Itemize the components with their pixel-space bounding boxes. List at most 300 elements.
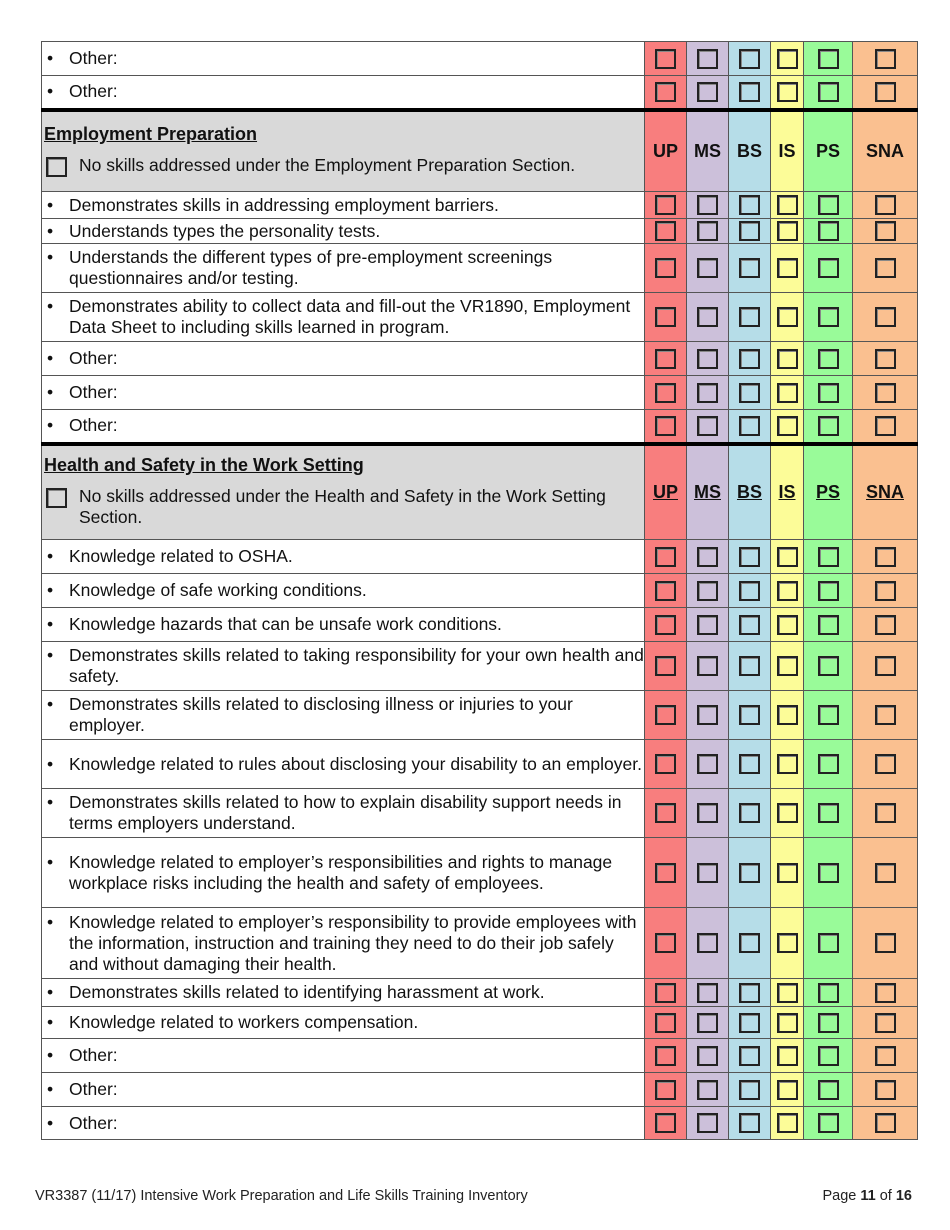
skill-description [42,979,645,1007]
bullet-icon: • [47,1079,54,1099]
rating-checkbox-ps[interactable] [818,383,839,403]
rating-checkbox-is[interactable] [777,1080,798,1100]
rating-checkbox-sna[interactable] [875,49,896,69]
rating-cell-sna [853,642,918,691]
rating-checkbox-bs[interactable] [739,307,760,327]
bullet-icon: • [47,296,54,316]
column-header-sna: SNA [853,110,918,192]
rating-cell-up [645,789,687,838]
rating-cell-is [771,1007,804,1039]
rating-checkbox-sna[interactable] [875,933,896,953]
rating-cell-ms [687,979,729,1007]
page-current: 11 [860,1188,876,1204]
rating-cell-ms [687,540,729,574]
rating-cell-up [645,42,687,76]
rating-cell-is [771,740,804,789]
skill-row [42,376,918,410]
rating-checkbox-is[interactable] [777,307,798,327]
rating-checkbox-bs[interactable] [739,803,760,823]
rating-checkbox-ms[interactable] [697,1080,718,1100]
rating-checkbox-ps[interactable] [818,705,839,725]
rating-checkbox-ps[interactable] [818,933,839,953]
rating-checkbox-up[interactable] [655,863,676,883]
bullet-icon: • [47,753,54,774]
rating-checkbox-sna[interactable] [875,1080,896,1100]
rating-checkbox-sna[interactable] [875,615,896,635]
rating-cell-ms [687,244,729,293]
rating-cell-ps [804,410,853,444]
rating-cell-sna [853,1107,918,1140]
skill-text: Knowledge related to OSHA. [69,546,293,566]
no-skills-option[interactable] [44,155,640,177]
skill-description [42,342,645,376]
rating-checkbox-sna[interactable] [875,863,896,883]
rating-cell-ms [687,608,729,642]
rating-checkbox-ms[interactable] [697,547,718,567]
rating-cell-bs [729,1073,771,1107]
rating-checkbox-is[interactable] [777,383,798,403]
rating-checkbox-up[interactable] [655,416,676,436]
rating-checkbox-up[interactable] [655,615,676,635]
no-skills-checkbox[interactable] [46,488,67,508]
rating-checkbox-ms[interactable] [697,656,718,676]
rating-checkbox-bs[interactable] [739,983,760,1003]
rating-cell-is [771,376,804,410]
rating-cell-sna [853,342,918,376]
rating-checkbox-is[interactable] [777,581,798,601]
rating-cell-bs [729,979,771,1007]
skill-text: Understands the different types of pre-employment screenings questionnaires and/or testing. [69,247,553,288]
rating-cell-is [771,540,804,574]
rating-checkbox-is[interactable] [777,803,798,823]
list-item [42,645,644,687]
rating-checkbox-ms[interactable] [697,221,718,241]
rating-checkbox-ps[interactable] [818,349,839,369]
rating-cell-bs [729,1107,771,1140]
rating-cell-up [645,1007,687,1039]
skills-inventory-table [41,41,918,1140]
rating-checkbox-ps[interactable] [818,863,839,883]
rating-checkbox-sna[interactable] [875,656,896,676]
rating-checkbox-ms[interactable] [697,803,718,823]
rating-cell-bs [729,192,771,219]
rating-checkbox-bs[interactable] [739,754,760,774]
column-header-is: IS [771,444,804,540]
skill-text: Other: [69,348,118,368]
rating-checkbox-up[interactable] [655,656,676,676]
skill-text: Demonstrates skills in addressing employment barriers. [69,194,499,215]
rating-checkbox-is[interactable] [777,547,798,567]
rating-cell-sna [853,219,918,244]
rating-checkbox-ps[interactable] [818,803,839,823]
rating-cell-ps [804,908,853,979]
rating-checkbox-ps[interactable] [818,581,839,601]
skill-description [42,244,645,293]
bullet-icon: • [47,694,54,714]
rating-checkbox-ms[interactable] [697,416,718,436]
rating-cell-bs [729,1039,771,1073]
rating-checkbox-bs[interactable] [739,195,760,215]
rating-checkbox-bs[interactable] [739,863,760,883]
skill-text: Other: [69,415,118,436]
rating-checkbox-sna[interactable] [875,581,896,601]
rating-cell-is [771,244,804,293]
rating-checkbox-sna[interactable] [875,803,896,823]
rating-checkbox-ps[interactable] [818,656,839,676]
rating-checkbox-sna[interactable] [875,983,896,1003]
rating-checkbox-is[interactable] [777,1013,798,1033]
rating-checkbox-is[interactable] [777,258,798,278]
rating-cell-up [645,740,687,789]
rating-checkbox-bs[interactable] [739,1013,760,1033]
skill-row [42,42,918,76]
rating-cell-ms [687,740,729,789]
rating-checkbox-up[interactable] [655,547,676,567]
skill-row [42,1073,918,1107]
bullet-icon: • [47,982,54,1002]
rating-cell-ms [687,574,729,608]
rating-checkbox-ps[interactable] [818,258,839,278]
page-total: 16 [895,1188,912,1204]
skill-description [42,42,645,76]
rating-cell-bs [729,410,771,444]
rating-checkbox-up[interactable] [655,49,676,69]
rating-cell-ms [687,410,729,444]
column-header-ps: PS [804,444,853,540]
section-header-cell [42,444,645,540]
rating-checkbox-ms[interactable] [697,705,718,725]
rating-checkbox-up[interactable] [655,195,676,215]
rating-checkbox-sna[interactable] [875,258,896,278]
column-header-ps: PS [804,110,853,192]
rating-checkbox-ps[interactable] [818,49,839,69]
skill-text: Demonstrates skills related to how to explain disability support needs in terms employers understand. [69,792,622,833]
rating-checkbox-is[interactable] [777,1113,798,1133]
skill-description [42,1107,645,1140]
rating-cell-ms [687,219,729,244]
rating-checkbox-sna[interactable] [875,221,896,241]
rating-checkbox-is[interactable] [777,349,798,369]
rating-cell-ms [687,1039,729,1073]
rating-cell-bs [729,691,771,740]
rating-cell-is [771,1039,804,1073]
rating-checkbox-ps[interactable] [818,1113,839,1133]
column-header-bs: BS [729,444,771,540]
rating-checkbox-bs[interactable] [739,547,760,567]
page-of: of [879,1188,892,1204]
rating-checkbox-ms[interactable] [697,258,718,278]
rating-checkbox-ms[interactable] [697,933,718,953]
rating-checkbox-up[interactable] [655,82,676,102]
rating-cell-sna [853,42,918,76]
skill-row [42,1007,918,1039]
rating-checkbox-ms[interactable] [697,349,718,369]
rating-checkbox-up[interactable] [655,349,676,369]
bullet-icon: • [47,580,54,600]
rating-cell-up [645,1073,687,1107]
rating-checkbox-is[interactable] [777,933,798,953]
rating-cell-bs [729,76,771,110]
rating-cell-ps [804,691,853,740]
list-item [42,415,644,436]
rating-checkbox-is[interactable] [777,195,798,215]
rating-checkbox-is[interactable] [777,656,798,676]
rating-cell-bs [729,342,771,376]
rating-cell-ps [804,342,853,376]
rating-checkbox-bs[interactable] [739,349,760,369]
rating-checkbox-bs[interactable] [739,82,760,102]
footer-page-number [822,1188,912,1204]
column-header-bs: BS [729,110,771,192]
no-skills-checkbox[interactable] [46,157,67,177]
rating-checkbox-is[interactable] [777,754,798,774]
skill-description [42,838,645,908]
rating-cell-is [771,789,804,838]
rating-checkbox-ms[interactable] [697,195,718,215]
rating-checkbox-up[interactable] [655,1046,676,1066]
rating-cell-up [645,1039,687,1073]
list-item [42,1079,644,1100]
rating-checkbox-ps[interactable] [818,1080,839,1100]
rating-checkbox-sna[interactable] [875,1013,896,1033]
rating-cell-is [771,410,804,444]
rating-checkbox-sna[interactable] [875,416,896,436]
skill-row [42,219,918,244]
bullet-icon: • [47,1112,54,1133]
rating-cell-sna [853,908,918,979]
list-item [42,296,644,338]
skill-text: Knowledge of safe working conditions. [69,580,367,600]
rating-checkbox-bs[interactable] [739,933,760,953]
rating-checkbox-up[interactable] [655,803,676,823]
rating-cell-is [771,691,804,740]
rating-checkbox-ps[interactable] [818,1013,839,1033]
rating-cell-up [645,691,687,740]
bullet-icon: • [47,614,54,634]
bullet-icon: • [47,851,54,872]
skill-row [42,740,918,789]
rating-checkbox-sna[interactable] [875,307,896,327]
rating-cell-bs [729,219,771,244]
rating-checkbox-up[interactable] [655,258,676,278]
rating-checkbox-bs[interactable] [739,615,760,635]
rating-checkbox-ps[interactable] [818,82,839,102]
rating-checkbox-sna[interactable] [875,705,896,725]
rating-checkbox-ps[interactable] [818,195,839,215]
rating-checkbox-bs[interactable] [739,1080,760,1100]
rating-checkbox-bs[interactable] [739,656,760,676]
rating-cell-up [645,908,687,979]
rating-checkbox-is[interactable] [777,82,798,102]
rating-checkbox-ms[interactable] [697,49,718,69]
skill-text: Other: [69,382,118,402]
skill-row [42,908,918,979]
bullet-icon: • [47,382,54,402]
rating-checkbox-sna[interactable] [875,1113,896,1133]
rating-checkbox-ms[interactable] [697,383,718,403]
rating-cell-is [771,574,804,608]
rating-checkbox-ms[interactable] [697,1013,718,1033]
rating-checkbox-up[interactable] [655,705,676,725]
skill-description [42,219,645,244]
rating-checkbox-ps[interactable] [818,416,839,436]
rating-checkbox-up[interactable] [655,1013,676,1033]
bullet-icon: • [47,645,54,665]
rating-checkbox-bs[interactable] [739,49,760,69]
rating-cell-up [645,192,687,219]
rating-cell-ms [687,789,729,838]
rating-checkbox-bs[interactable] [739,383,760,403]
column-header-up: UP [645,110,687,192]
rating-cell-ps [804,540,853,574]
rating-checkbox-up[interactable] [655,933,676,953]
rating-checkbox-up[interactable] [655,983,676,1003]
bullet-icon: • [47,415,54,436]
rating-cell-sna [853,244,918,293]
rating-cell-is [771,979,804,1007]
rating-checkbox-up[interactable] [655,221,676,241]
rating-checkbox-ms[interactable] [697,1113,718,1133]
rating-cell-ps [804,376,853,410]
rating-checkbox-bs[interactable] [739,705,760,725]
rating-checkbox-bs[interactable] [739,1046,760,1066]
list-item [42,195,644,216]
rating-checkbox-bs[interactable] [739,581,760,601]
rating-cell-sna [853,192,918,219]
rating-cell-sna [853,376,918,410]
rating-cell-ms [687,293,729,342]
rating-cell-ms [687,838,729,908]
list-item [42,1012,644,1033]
column-header-ms: MS [687,110,729,192]
rating-cell-sna [853,1073,918,1107]
list-item [42,546,644,567]
rating-cell-bs [729,376,771,410]
column-header-ms: MS [687,444,729,540]
rating-checkbox-is[interactable] [777,49,798,69]
rating-checkbox-ms[interactable] [697,615,718,635]
skill-text: Demonstrates skills related to taking responsibility for your own health and safety. [69,645,644,686]
rating-cell-ms [687,376,729,410]
rating-checkbox-is[interactable] [777,221,798,241]
rating-checkbox-ps[interactable] [818,547,839,567]
rating-checkbox-up[interactable] [655,754,676,774]
rating-checkbox-is[interactable] [777,863,798,883]
rating-checkbox-is[interactable] [777,1046,798,1066]
rating-checkbox-ps[interactable] [818,307,839,327]
list-item [42,1045,644,1066]
rating-cell-ps [804,42,853,76]
rating-checkbox-sna[interactable] [875,547,896,567]
rating-cell-is [771,293,804,342]
rating-checkbox-bs[interactable] [739,258,760,278]
rating-checkbox-sna[interactable] [875,82,896,102]
rating-checkbox-up[interactable] [655,383,676,403]
rating-cell-bs [729,540,771,574]
rating-cell-is [771,342,804,376]
rating-checkbox-ps[interactable] [818,1046,839,1066]
skill-description [42,608,645,642]
rating-checkbox-is[interactable] [777,983,798,1003]
list-item [42,614,644,635]
rating-checkbox-sna[interactable] [875,1046,896,1066]
section-title: Employment Preparation [44,123,258,144]
section-title: Health and Safety in the Work Setting [44,454,364,475]
skill-description [42,740,645,789]
page-prefix: Page [822,1188,857,1204]
rating-cell-up [645,540,687,574]
skill-row [42,1107,918,1140]
rating-checkbox-ps[interactable] [818,615,839,635]
rating-checkbox-up[interactable] [655,1113,676,1133]
rating-checkbox-ps[interactable] [818,754,839,774]
skill-row [42,244,918,293]
column-header-up: UP [645,444,687,540]
rating-checkbox-sna[interactable] [875,383,896,403]
rating-checkbox-ms[interactable] [697,82,718,102]
skill-text: Knowledge hazards that can be unsafe work conditions. [69,614,502,634]
rating-checkbox-ms[interactable] [697,754,718,774]
rating-cell-ms [687,642,729,691]
rating-checkbox-sna[interactable] [875,195,896,215]
rating-checkbox-ps[interactable] [818,983,839,1003]
rating-cell-ms [687,691,729,740]
skill-text: Demonstrates skills related to identifying harassment at work. [69,982,545,1002]
rating-checkbox-up[interactable] [655,581,676,601]
no-skills-option[interactable] [44,486,640,528]
rating-checkbox-ms[interactable] [697,983,718,1003]
section-header-row [42,110,918,192]
rating-checkbox-bs[interactable] [739,416,760,436]
rating-checkbox-up[interactable] [655,1080,676,1100]
rating-cell-up [645,376,687,410]
rating-cell-bs [729,908,771,979]
rating-checkbox-sna[interactable] [875,349,896,369]
skill-row [42,574,918,608]
rating-cell-ms [687,42,729,76]
rating-cell-is [771,908,804,979]
rating-checkbox-ms[interactable] [697,1046,718,1066]
rating-checkbox-ps[interactable] [818,221,839,241]
list-item [42,247,644,289]
rating-checkbox-is[interactable] [777,416,798,436]
rating-checkbox-up[interactable] [655,307,676,327]
rating-checkbox-ms[interactable] [697,307,718,327]
skill-description [42,376,645,410]
rating-checkbox-ms[interactable] [697,863,718,883]
skill-text: Other: [69,81,118,102]
rating-checkbox-is[interactable] [777,705,798,725]
rating-checkbox-ms[interactable] [697,581,718,601]
skill-description [42,293,645,342]
skill-row [42,691,918,740]
rating-checkbox-bs[interactable] [739,1113,760,1133]
list-item [42,852,644,894]
skill-row [42,979,918,1007]
rating-cell-is [771,838,804,908]
rating-cell-is [771,192,804,219]
skill-row [42,410,918,444]
section-header-row [42,444,918,540]
inventory-body [42,42,918,1140]
rating-checkbox-is[interactable] [777,615,798,635]
rating-cell-ps [804,1039,853,1073]
rating-checkbox-sna[interactable] [875,754,896,774]
list-item [42,382,644,403]
rating-checkbox-bs[interactable] [739,221,760,241]
rating-cell-up [645,342,687,376]
rating-cell-sna [853,608,918,642]
